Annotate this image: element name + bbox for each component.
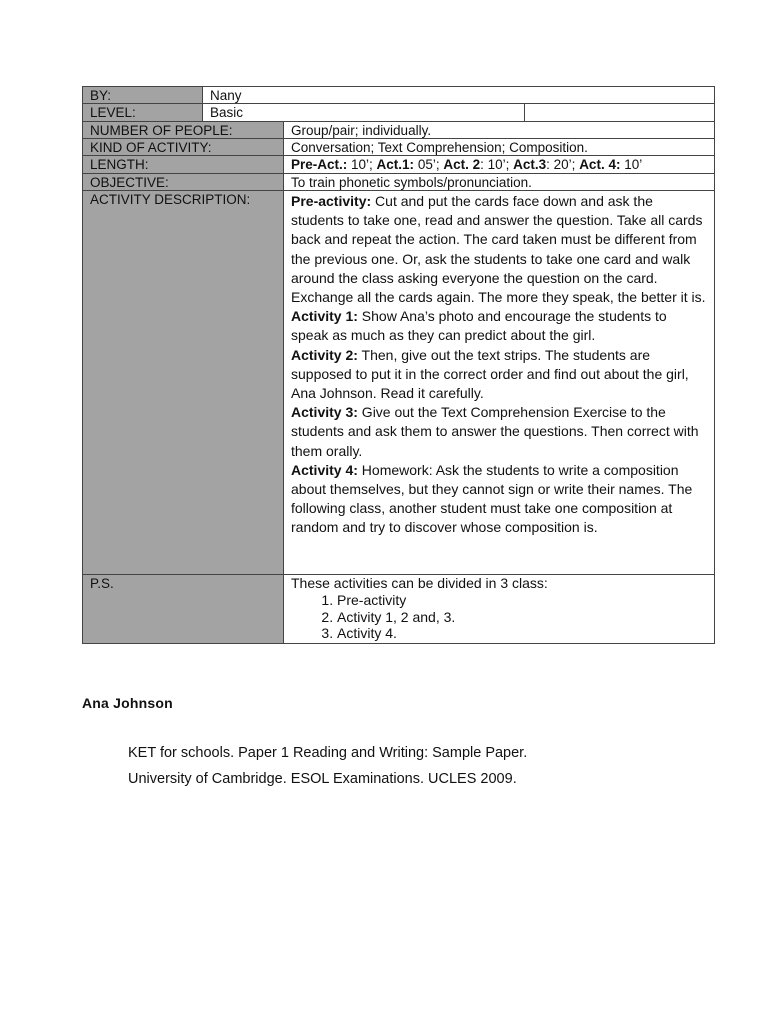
section-heading: Ana Johnson — [82, 695, 173, 711]
value-ps — [284, 574, 715, 644]
length-act2-label: Act. 2 — [443, 157, 481, 172]
label-kind: KIND OF ACTIVITY: — [83, 138, 284, 155]
ps-item-3: 3. Activity 4. — [337, 625, 707, 642]
value-kind: Conversation; Text Comprehension; Composition. — [284, 138, 715, 155]
value-objective: To train phonetic symbols/pronunciation. — [284, 173, 715, 190]
label-objective: OBJECTIVE: — [83, 173, 284, 190]
length-act4-value: 10’ — [620, 157, 643, 172]
pre-activity-text: Cut and put the cards face down and ask the students to take one, read and answer the question. Take all cards back and repeat the action. The card taken must be different from the previous one. Or, ask the students to take one card and walk around the class asking everyone the question on the card. Exchange all the cards again. The more they speak, the better it is. — [291, 193, 706, 306]
row-people — [82, 121, 715, 138]
value-description — [284, 190, 715, 574]
ps-item-2: 2. Activity 1, 2 and, 3. — [337, 609, 707, 626]
pre-activity-label: Pre-activity: — [291, 193, 372, 209]
value-people: Group/pair; individually. — [284, 121, 715, 138]
activity-2-paragraph — [291, 346, 707, 404]
row-kind — [82, 138, 715, 155]
label-by: BY: — [83, 86, 203, 103]
label-ps: P.S. — [83, 574, 284, 644]
length-act3-label: Act.3 — [513, 157, 547, 172]
length-pre-label: Pre-Act.: — [291, 157, 348, 172]
label-level: LEVEL: — [83, 103, 203, 121]
activity-1-label: Activity 1: — [291, 308, 358, 325]
activity-3-label: Activity 3: — [291, 404, 358, 421]
label-length: LENGTH: — [83, 155, 284, 173]
ps-list — [291, 592, 707, 642]
row-ps — [82, 574, 715, 644]
activity-4-paragraph — [291, 461, 707, 538]
row-description — [82, 190, 715, 574]
length-act2-value: : 10’; — [480, 157, 514, 172]
reference-line-2: University of Cambridge. ESOL Examinations. UCLES 2009. — [128, 771, 517, 787]
activity-3-paragraph — [291, 403, 707, 461]
label-people: NUMBER OF PEOPLE: — [83, 121, 284, 138]
length-act1-label: Act.1: — [376, 157, 415, 172]
row-level — [82, 103, 715, 121]
length-pre-value: 10’; — [347, 157, 377, 172]
activity-2-text: Then, give out the text strips. The students are supposed to put it in the correct order and find out about the girl, Ana Johnson. Read it carefully. — [291, 346, 689, 402]
pre-activity-paragraph — [291, 192, 707, 307]
label-description: ACTIVITY DESCRIPTION: — [83, 190, 284, 574]
activity-4-label: Activity 4: — [291, 461, 358, 478]
length-act3-value: : 20’; — [546, 157, 580, 172]
ps-intro: These activities can be divided in 3 class: — [291, 575, 548, 591]
row-by — [82, 86, 715, 103]
table-bottom-border — [82, 643, 714, 644]
activity-3-text: Give out the Text Comprehension Exercise to the students and ask them to answer the questions. Then correct with them orally. — [291, 404, 699, 459]
activity-4-text: Homework: Ask the students to write a composition about themselves, but they cannot sign or write their names. The following class, another student must take one composition at random and try to discover whose composition is. — [291, 461, 693, 536]
value-level: Basic — [203, 103, 525, 121]
length-act4-label: Act. 4: — [579, 157, 621, 172]
row-objective — [82, 173, 715, 190]
activity-2-label: Activity 2: — [291, 346, 358, 363]
length-act1-value: 05’; — [414, 157, 444, 172]
value-by: Nany — [203, 86, 715, 103]
activity-table — [82, 86, 714, 644]
value-length — [284, 155, 715, 173]
reference-line-1: KET for schools. Paper 1 Reading and Writing: Sample Paper. — [128, 745, 528, 761]
ps-item-1: 1. Pre-activity — [337, 592, 707, 609]
value-level-extra — [525, 103, 715, 121]
activity-1-text: Show Ana’s photo and encourage the students to speak as much as they can predict about the girl. — [291, 308, 667, 344]
activity-1-paragraph — [291, 307, 707, 345]
row-length — [82, 155, 715, 173]
